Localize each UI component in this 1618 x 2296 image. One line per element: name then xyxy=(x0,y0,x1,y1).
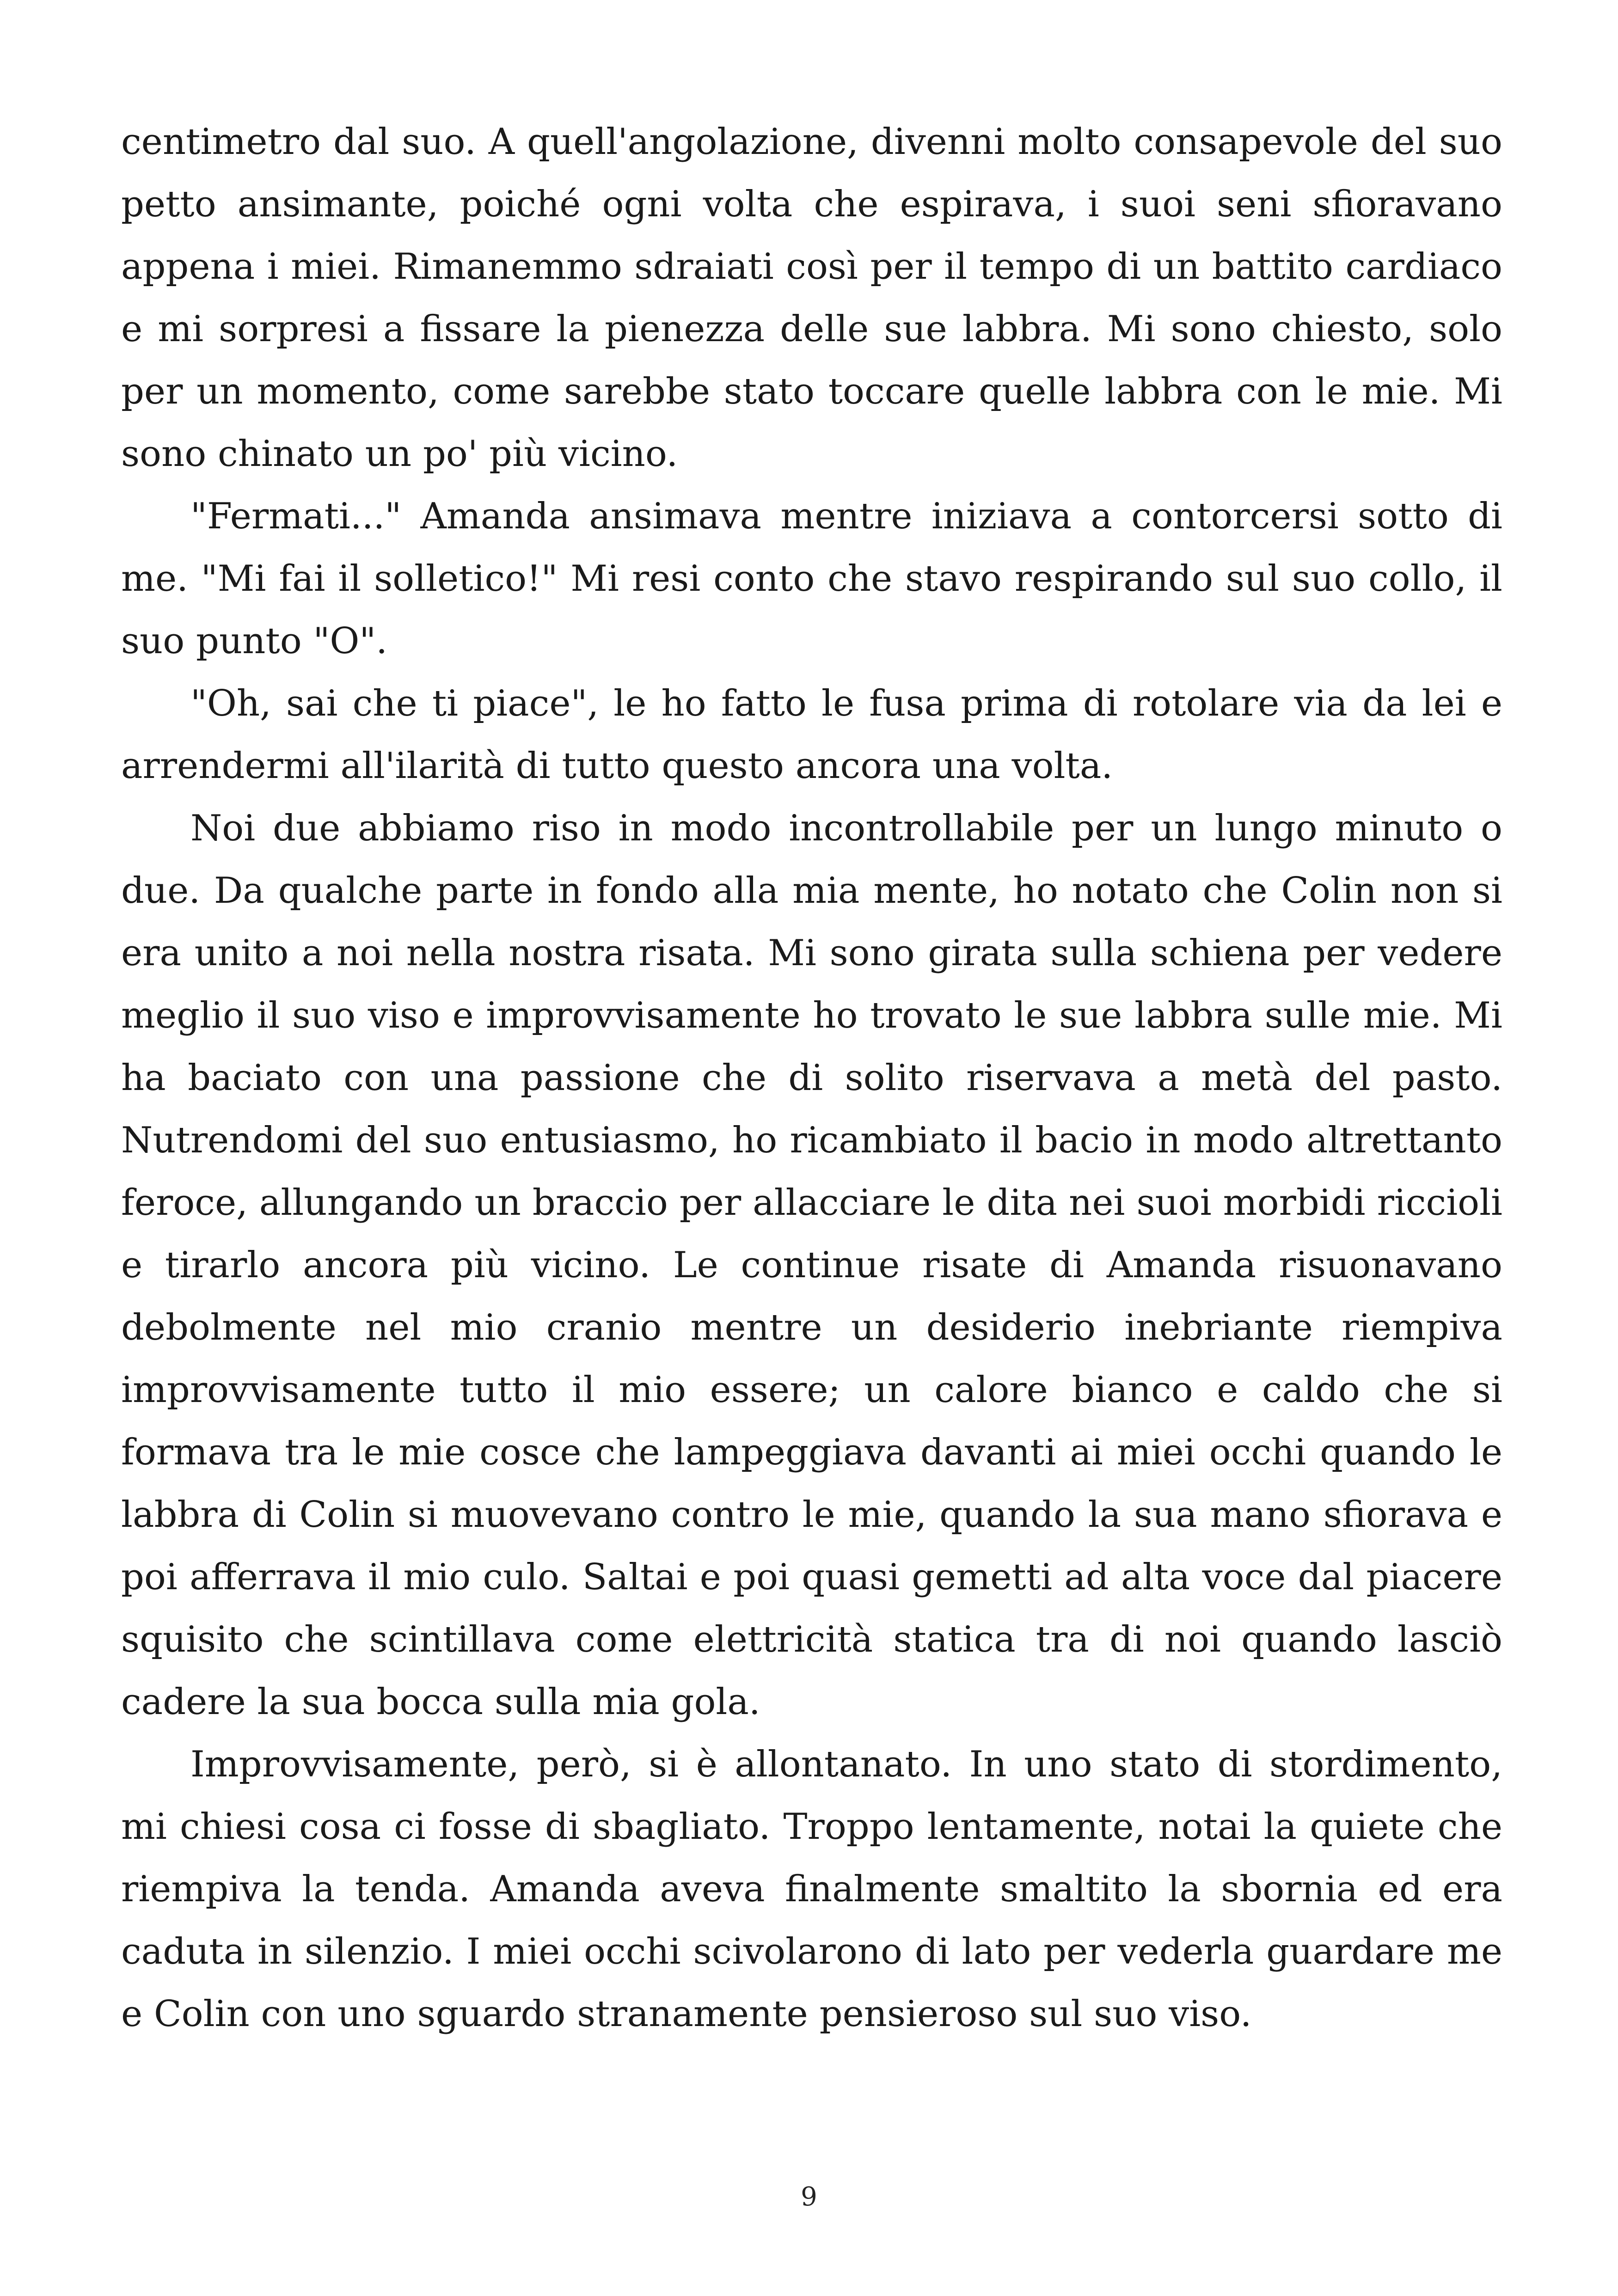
paragraph-3: "Oh, sai che ti piace", le ho fatto le fusa prima di rotolare via da lei e arrendermi all'ilarità di tutto questo ancora una volta. xyxy=(121,683,1502,787)
paragraph-1: centimetro dal suo. A quell'angolazione, divenni molto consapevole del suo petto ansimante, poiché ogni volta che espirava, i suoi seni sfioravano appena i miei. Rimanemmo sdraiati così per il tempo di un battito cardiaco e mi sorpresi a fissare la pienezza delle sue labbra. Mi sono chiesto, solo per un momento, come sarebbe stato toccare quelle labbra con le mie. Mi sono chinato un po' più vicino. xyxy=(121,121,1502,475)
page-body-text xyxy=(121,111,1502,2045)
paragraph-2: "Fermati..." Amanda ansimava mentre iniziava a contorcersi sotto di me. "Mi fai il solletico!" Mi resi conto che stavo respirando sul suo collo, il suo punto "O". xyxy=(121,496,1502,662)
paragraph-5: Improvvisamente, però, si è allontanato. In uno stato di stordimento, mi chiesi cosa ci fosse di sbagliato. Troppo lentamente, notai la quiete che riempiva la tenda. Amanda aveva finalmente smaltito la sbornia ed era caduta in silenzio. I miei occhi scivolarono di lato per vederla guardare me e Colin con uno sguardo stranamente pensieroso sul suo viso. xyxy=(121,1744,1502,2035)
paragraph-4: Noi due abbiamo riso in modo incontrollabile per un lungo minuto o due. Da qualche parte in fondo alla mia mente, ho notato che Colin non si era unito a noi nella nostra risata. Mi sono girata sulla schiena per vedere meglio il suo viso e improvvisamente ho trovato le sue labbra sulle mie. Mi ha baciato con una passione che di solito riservava a metà del pasto. Nutrendomi del suo entusiasmo, ho ricambiato il bacio in modo altrettanto feroce, allungando un braccio per allacciare le dita nei suoi morbidi riccioli e tirarlo ancora più vicino. Le continue risate di Amanda risuonavano debolmente nel mio cranio mentre un desiderio inebriante riempiva improvvisamente tutto il mio essere; un calore bianco e caldo che si formava tra le mie cosce che lampeggiava davanti ai miei occhi quando le labbra di Colin si muovevano contro le mie, quando la sua mano sfiorava e poi afferrava il mio culo. Saltai e poi quasi gemetti ad alta voce dal piacere squisito che scintillava come elettricità statica tra di noi quando lasciò cadere la sua bocca sulla mia gola. xyxy=(121,808,1502,1723)
page-number: 9 xyxy=(801,2182,817,2212)
